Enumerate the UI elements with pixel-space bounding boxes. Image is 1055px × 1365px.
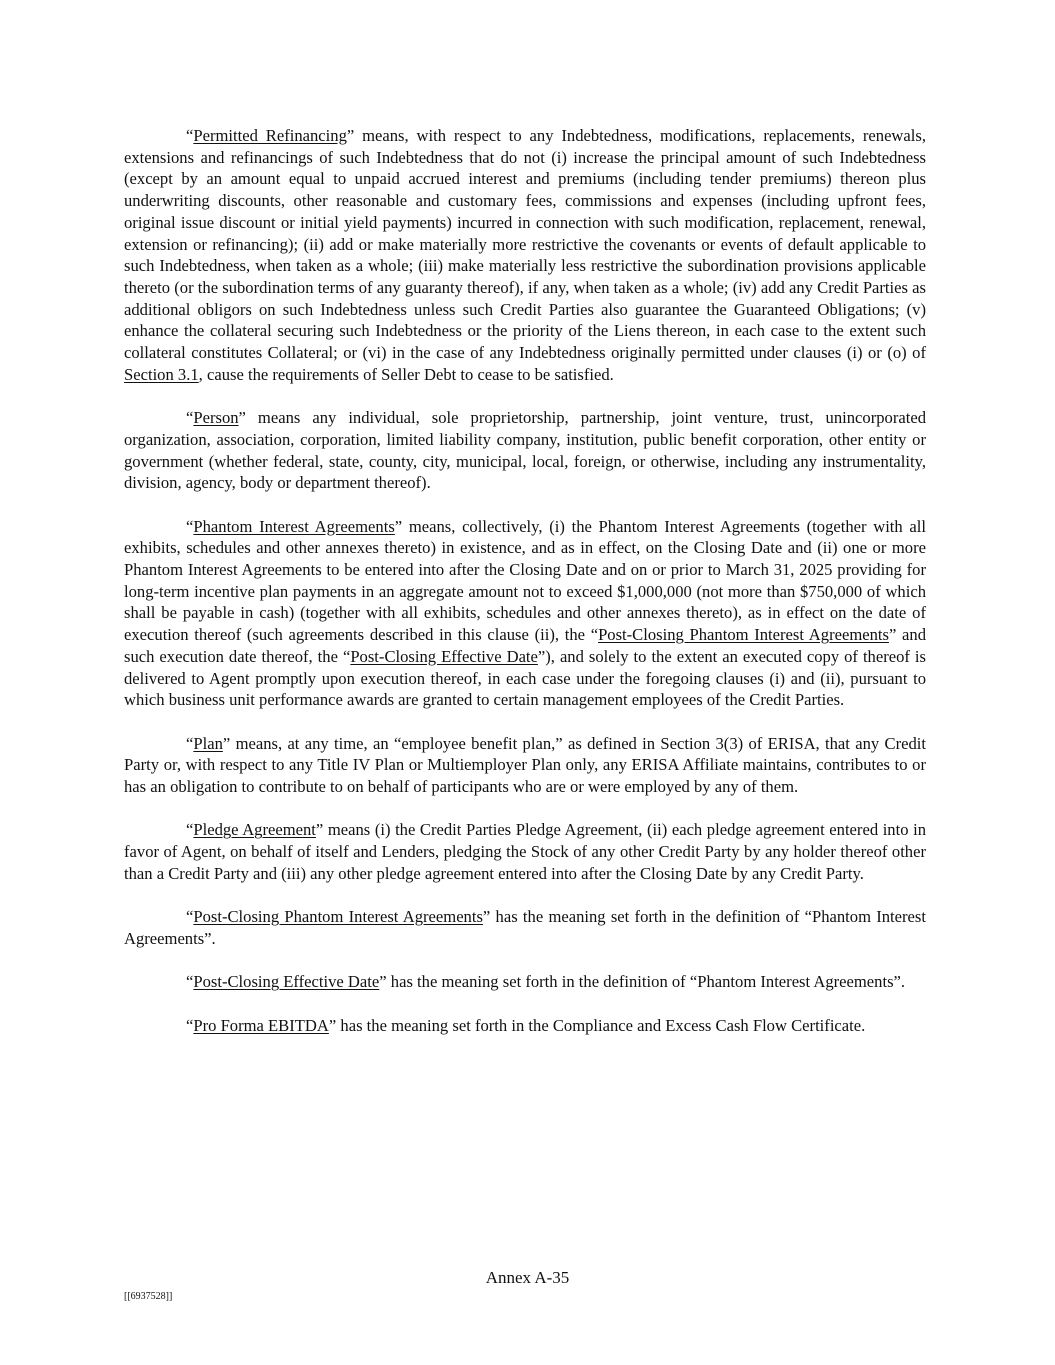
paragraph-text: “ [186,972,194,992]
definition-paragraph [124,733,926,798]
document-id: [[6937528]] [124,1291,173,1302]
defined-term: Pledge Agreement [193,820,316,840]
paragraph-text: “ [186,820,194,840]
paragraph-text: “ [186,907,194,927]
document-body [124,125,926,1058]
defined-term: Section 3.1 [124,364,199,384]
page-number: Annex A-35 [485,1268,570,1287]
paragraph-text: ”), and solely to the extent an executed copy of thereof is delivered to Agent promptly upon execution thereof, in each case under the foregoing clauses (i) and (ii), pursuant to which business unit performance awards are granted to certain management employees of the Credit Parties. [124,646,926,710]
paragraph-text: “ [186,126,194,145]
definition-paragraph [124,971,926,993]
defined-term: Post-Closing Phantom Interest Agreements [598,625,889,645]
definition-paragraph [124,125,926,385]
defined-term: Post-Closing Phantom Interest Agreements [193,907,483,927]
paragraph-text: “ [186,408,194,428]
definition-paragraph [124,407,926,494]
defined-term: Post-Closing Effective Date [350,646,538,666]
paragraph-text: ” has the meaning set forth in the definition of “Phantom Interest Agreements”. [124,907,926,948]
defined-term: Person [193,408,239,428]
paragraph-text: ” has the meaning set forth in the definition of “Phantom Interest Agreements”. [379,972,906,992]
definition-paragraph [124,516,926,711]
defined-term: Permitted Refinancing [193,126,347,145]
paragraph-text: “ [186,516,194,536]
paragraph-text: ” means (i) the Credit Parties Pledge Agreement, (ii) each pledge agreement entered into in favor of Agent, on behalf of itself and Lenders, pledging the Stock of any other Credit Party by any holder thereof other than a Credit Party and (iii) any other pledge agreement entered into after the Closing Date by any Credit Party. [124,820,926,883]
paragraph-text: ” has the meaning set forth in the Compliance and Excess Cash Flow Certificate. [328,1015,866,1035]
definition-paragraph [124,819,926,884]
paragraph-text: ” and such execution date thereof, the “ [124,625,927,666]
defined-term: Post-Closing Effective Date [193,972,380,992]
defined-term: Plan [193,733,223,753]
paragraph-text: “ [186,1015,194,1035]
paragraph-text: ” means, collectively, (i) the Phantom Interest Agreements (together with all exhibits, schedules and other annexes thereto) in existence, and as in effect, on the Closing Date and (ii) one or more Phantom Interest Agreements to be entered into after the Closing Date and on or prior to March 31, 2025 providing for long-term incentive plan payments in an aggregate amount not to exceed $1,000,000 (not more than $750,000 of which shall be payable in cash) (together with all exhibits, schedules and other annexes thereto), as in effect on the date of execution thereof (such agreements described in this clause (ii), the “ [124,516,926,645]
defined-term: Pro Forma EBITDA [193,1015,329,1035]
paragraph-text: ” means any individual, sole proprietorship, partnership, joint venture, trust, unincorporated organization, association, corporation, limited liability company, institution, public benefit corporation, other entity or government (whether federal, state, county, city, municipal, local, foreign, or otherwise, including any instrumentality, division, agency, body or department thereof). [124,408,926,493]
paragraph-text: , cause the requirements of Seller Debt to cease to be satisfied. [198,364,614,384]
defined-term: Phantom Interest Agreements [193,516,395,536]
paragraph-text: “ [186,733,194,753]
definition-paragraph [124,1015,926,1037]
definition-paragraph [124,906,926,949]
paragraph-text: ” means, with respect to any Indebtedness, modifications, replacements, renewals, extensions and refinancings of such Indebtedness that do not (i) increase the principal amount of such Indebtedness (except by an amount equal to unpaid accrued interest and premiums (including tender premiums) thereon plus underwriting discounts, other reasonable and customary fees, commissions and expenses (including upfront fees, original issue discount or initial yield payments) incurred in connection with such modification, replacement, renewal, extension or refinancing); (ii) add or make materially more restrictive the covenants or events of default applicable to such Indebtedness, when taken as a whole; (iii) make materially less restrictive the subordination provisions applicable thereto (or the subordination terms of any guaranty thereof), if any, when taken as a whole; (iv) add any Credit Parties as additional obligors on such Indebtedness unless such Credit Parties also guarantee the Guaranteed Obligations; (v) enhance the collateral securing such Indebtedness or the priority of the Liens thereon, in each case to the extent such collateral constitutes Collateral; or (vi) in the case of any Indebtedness originally permitted under clauses (i) or (o) of [124,126,926,363]
paragraph-text: ” means, at any time, an “employee benefit plan,” as defined in Section 3(3) of ERISA, that any Credit Party or, with respect to any Title IV Plan or Multiemployer Plan only, any ERISA Affiliate maintains, contributes to or has an obligation to contribute to on behalf of participants who are or were employed by any of them. [124,733,926,797]
